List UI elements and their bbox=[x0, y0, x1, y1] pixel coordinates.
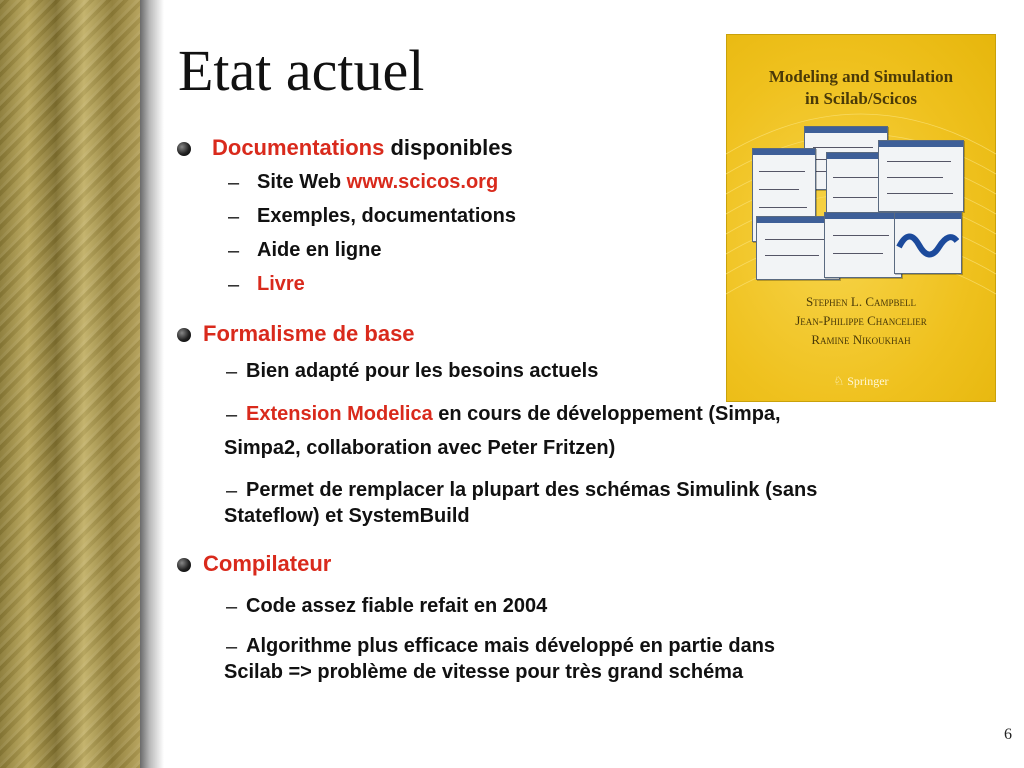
dash-icon: – bbox=[228, 172, 240, 194]
book-title-line1: Modeling and Simulation bbox=[768, 67, 954, 86]
bullet-icon bbox=[177, 328, 191, 342]
modelica-label: Extension Modelica bbox=[246, 403, 433, 425]
slide-title: Etat actuel bbox=[178, 38, 425, 103]
book-publisher bbox=[726, 374, 996, 389]
book-author: Ramine Nikoukhah bbox=[811, 332, 911, 347]
documentations-label: Documentations bbox=[212, 135, 385, 160]
book-title bbox=[726, 66, 996, 110]
band-shadow bbox=[140, 0, 164, 768]
page-number: 6 bbox=[1004, 726, 1012, 743]
dash-icon: – bbox=[226, 636, 238, 658]
site-url-link[interactable]: www.scicos.org bbox=[346, 171, 499, 193]
wave-plot-icon bbox=[895, 221, 959, 271]
book-cover-image bbox=[726, 34, 996, 402]
book-authors bbox=[726, 292, 996, 349]
item-replace-line2: Stateflow) et SystemBuild bbox=[224, 505, 470, 527]
bullet-icon bbox=[177, 142, 191, 156]
book-plot-window bbox=[894, 212, 962, 274]
item-book: Livre bbox=[257, 273, 305, 295]
item-algo-line2: Scilab => problème de vitesse pour très grand schéma bbox=[224, 661, 744, 683]
item-modelica-line1 bbox=[246, 403, 781, 426]
disponibles-label: disponibles bbox=[390, 135, 513, 160]
book-title-line2: in Scilab/Scicos bbox=[805, 89, 917, 108]
dash-icon: – bbox=[228, 206, 240, 228]
book-window bbox=[878, 140, 964, 212]
publisher-name: Springer bbox=[847, 374, 889, 388]
item-site-web bbox=[257, 171, 498, 194]
dash-icon: – bbox=[228, 274, 240, 296]
item-help: Aide en ligne bbox=[257, 239, 382, 261]
book-author: Jean-Philippe Chancelier bbox=[795, 313, 927, 328]
book-window bbox=[824, 212, 902, 278]
springer-logo-icon: ♘ bbox=[833, 374, 845, 388]
book-author: Stephen L. Campbell bbox=[805, 294, 917, 309]
section-formalisme: Formalisme de base bbox=[203, 321, 415, 346]
bullet-icon bbox=[177, 558, 191, 572]
item-examples: Exemples, documentations bbox=[257, 205, 516, 227]
item-replace-line1: Permet de remplacer la plupart des schémas Simulink (sans bbox=[246, 479, 818, 501]
decorative-textured-band bbox=[0, 0, 140, 768]
section-documentations bbox=[212, 135, 513, 161]
dash-icon: – bbox=[226, 596, 238, 618]
site-web-label: Site Web bbox=[257, 171, 342, 193]
item-modelica-line2: Simpa2, collaboration avec Peter Fritzen) bbox=[224, 437, 616, 459]
dash-icon: – bbox=[226, 361, 238, 383]
dash-icon: – bbox=[228, 240, 240, 262]
section-compilateur: Compilateur bbox=[203, 551, 332, 576]
dash-icon: – bbox=[226, 404, 238, 426]
item-adapted: Bien adapté pour les besoins actuels bbox=[246, 360, 599, 382]
modelica-rest: en cours de développement (Simpa, bbox=[438, 403, 781, 425]
item-code: Code assez fiable refait en 2004 bbox=[246, 595, 548, 617]
dash-icon: – bbox=[226, 480, 238, 502]
item-algo-line1: Algorithme plus efficace mais développé en partie dans bbox=[246, 635, 776, 657]
